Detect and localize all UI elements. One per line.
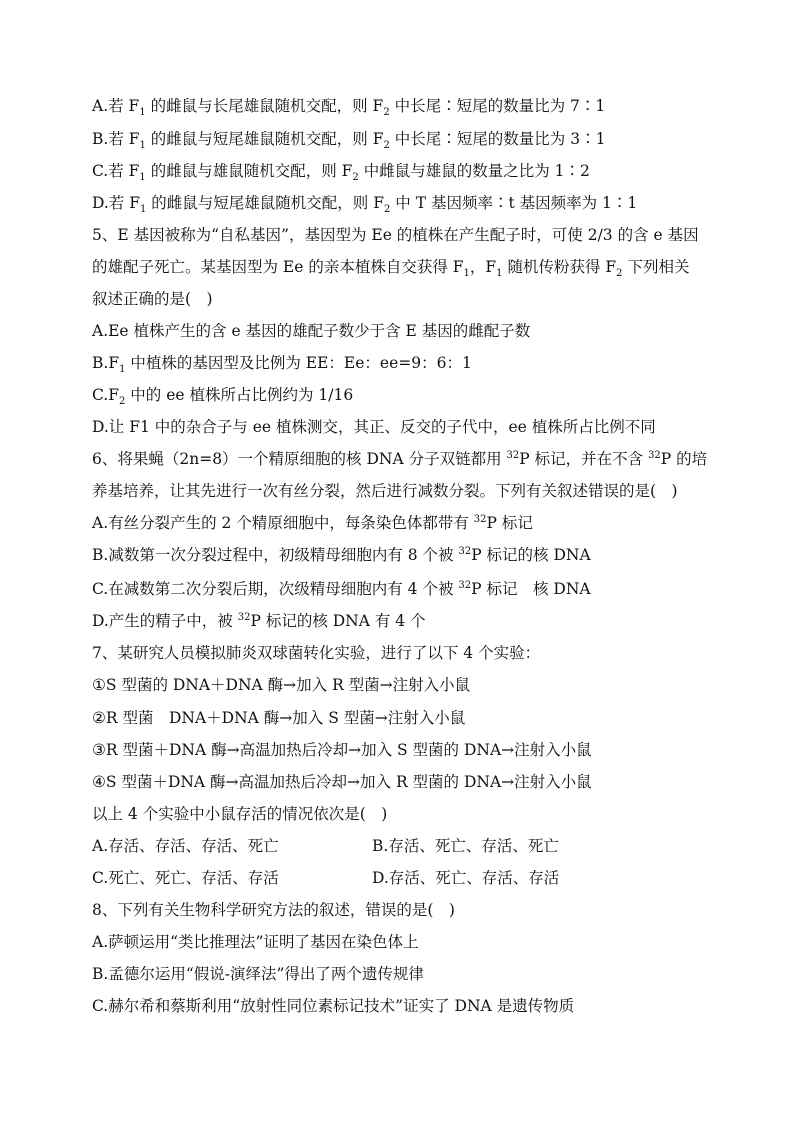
q4-option-c: C.若 $F_1$ 的雌鼠与雄鼠随机交配，则 $F_2$ 中雌鼠与雄鼠的数量之比为 1∶2	[92, 162, 590, 184]
q5-stem-line3: 叙述正确的是( )	[92, 290, 213, 308]
q6-stem-line2: 养基培养，让其先进行一次有丝分裂，然后进行减数分裂。下列有关叙述错误的是( )	[92, 482, 678, 500]
q7-option-a: A.存活、存活、存活、死亡	[92, 837, 279, 855]
q8-option-b: B.孟德尔运用“假说-演绎法”得出了两个遗传规律	[92, 965, 424, 983]
q7-option-b: B.存活、死亡、存活、死亡	[372, 837, 559, 855]
q5-stem-line2: 的雄配子死亡。某基因型为 Ee 的亲本植株自交获得 $F_1$，$F_1$ 随机传粉获得 $F_2$ 下列相关	[92, 258, 690, 280]
q5-option-a: A.Ee 植株产生的含 e 基因的雄配子数少于含 E 基因的雌配子数	[92, 322, 531, 340]
q7-option-d: D.存活、死亡、存活、存活	[372, 869, 560, 887]
q7-experiment-3: ③R 型菌＋DNA 酶→高温加热后冷却→加入 S 型菌的 DNA→注射入小鼠	[92, 741, 592, 759]
q8-stem: 8、下列有关生物科学研究方法的叙述，错误的是( )	[92, 901, 455, 919]
q6-option-b: B.减数第一次分裂过程中，初级精母细胞内有 8 个被 $^{32}$P 标记的核 DNA	[92, 545, 591, 564]
q7-question: 以上 4 个实验中小鼠存活的情况依次是( )	[92, 805, 388, 823]
q7-experiment-2: ②R 型菌 DNA＋DNA 酶→加入 S 型菌→注射入小鼠	[92, 709, 466, 727]
q6-option-d: D.产生的精子中，被 $^{32}$P 标记的核 DNA 有 4 个	[92, 611, 426, 630]
q7-experiment-4: ④S 型菌＋DNA 酶→高温加热后冷却→加入 R 型菌的 DNA→注射入小鼠	[92, 773, 592, 791]
q4-option-d: D.若 $F_1$ 的雌鼠与短尾雄鼠随机交配，则 $F_2$ 中 T 基因频率∶t 基因频率为 1∶1	[92, 194, 638, 216]
q6-option-a: A.有丝分裂产生的 2 个精原细胞中，每条染色体都带有 $^{32}$P 标记	[92, 513, 533, 532]
q4-option-b: B.若 $F_1$ 的雌鼠与短尾雄鼠随机交配，则 $F_2$ 中长尾∶短尾的数量比为 3∶1	[92, 130, 606, 152]
q5-option-d: D.让 F1 中的杂合子与 ee 植株测交，其正、反交的子代中，ee 植株所占比例不同	[92, 418, 656, 436]
q7-option-c: C.死亡、死亡、存活、存活	[92, 869, 279, 887]
q6-stem-line1: 6、将果蝇（2n=8）一个精原细胞的核 DNA 分子双链都用 $^{32}$P 标记，并在不含 $^{32}$P 的培	[92, 449, 708, 468]
q8-option-c: C.赫尔希和蔡斯利用“放射性同位素标记技术”证实了 DNA 是遗传物质	[92, 997, 575, 1015]
q5-option-b: $B.F_1$ 中植株的基因型及比例为 EE：Ee：ee=9：6：1	[92, 354, 472, 376]
q7-stem: 7、某研究人员模拟肺炎双球菌转化实验，进行了以下 4 个实验：	[92, 644, 541, 662]
q7-experiment-1: ①S 型菌的 DNA＋DNA 酶→加入 R 型菌→注射入小鼠	[92, 676, 471, 694]
q8-option-a: A.萨顿运用“类比推理法”证明了基因在染色体上	[92, 933, 419, 951]
q5-option-c: $C.F_2$ 中的 ee 植株所占比例约为 1/16	[92, 386, 354, 408]
q5-stem-line1: 5、E 基因被称为“自私基因”，基因型为 Ee 的植株在产生配子时，可使 2/3 的含 e 基因	[92, 226, 699, 244]
q6-option-c: C.在减数第二次分裂后期，次级精母细胞内有 4 个被 $^{32}$P 标记 核 DNA	[92, 579, 591, 598]
q4-option-a: A.若 $F_1$ 的雌鼠与长尾雄鼠随机交配，则 $F_2$ 中长尾∶短尾的数量比为 7∶1	[92, 97, 606, 119]
